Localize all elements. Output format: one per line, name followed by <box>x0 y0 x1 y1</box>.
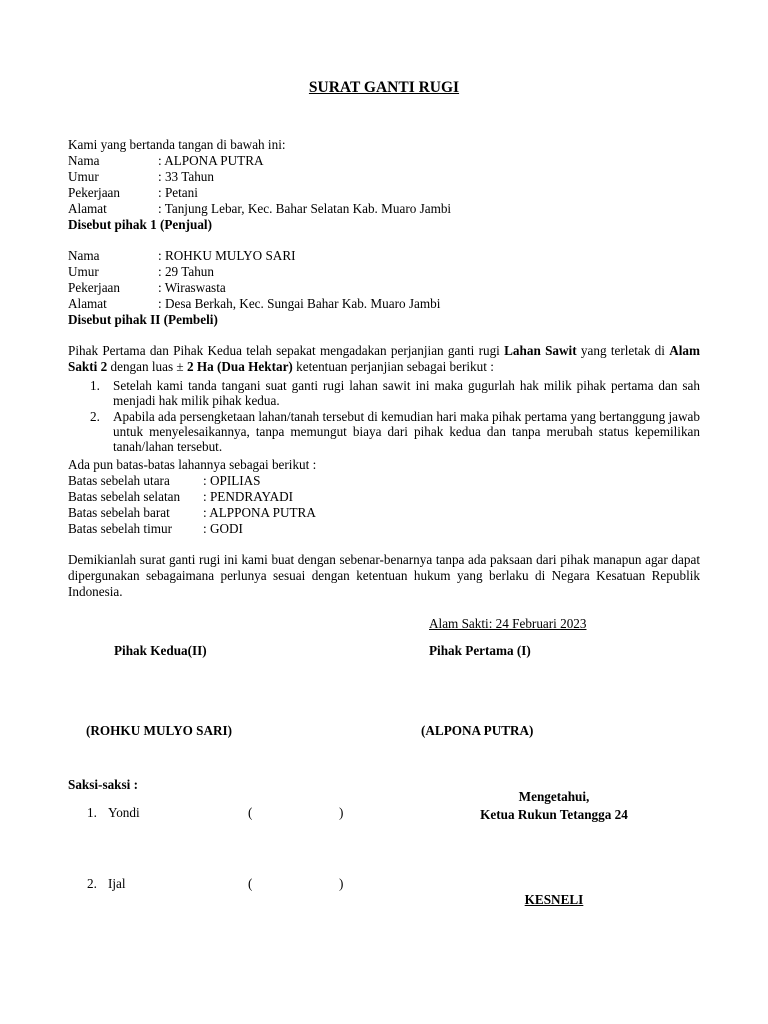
list-item <box>68 409 700 454</box>
document-title: SURAT GANTI RUGI <box>308 79 460 96</box>
list-number: 1. <box>90 378 100 393</box>
terms-list <box>68 378 700 455</box>
field-value: : 33 Tahun <box>158 169 214 184</box>
field-value: : Petani <box>158 185 198 200</box>
border-value: : PENDRAYADI <box>203 489 294 504</box>
border-label: Batas sebelah timur <box>68 521 173 536</box>
field-label: Nama <box>68 248 100 263</box>
party1-address-row <box>68 201 451 217</box>
agreement-text: Pihak Pertama dan Pihak Kedua telah sepakat mengadakan perjanjian ganti rugi <box>68 343 505 358</box>
agreement-object: Lahan Sawit <box>504 343 577 358</box>
witness-2-open-paren: ( <box>248 876 253 891</box>
agreement-paragraph <box>68 343 700 375</box>
intro-text: Kami yang bertanda tangan di bawah ini: <box>68 137 286 152</box>
witness-1-open-paren: ( <box>248 805 253 820</box>
acknowledge-name: KESNELI <box>524 892 584 907</box>
party2-name-row <box>68 248 296 264</box>
witness-2-name: Ijal <box>108 876 126 891</box>
field-label: Umur <box>68 169 99 184</box>
border-label: Batas sebelah barat <box>68 505 170 520</box>
witness-2-close-paren: ) <box>339 876 344 891</box>
party1-job-row <box>68 185 198 201</box>
agreement-text: ketentuan perjanjian sebagai berikut : <box>292 359 494 374</box>
party2-job-row <box>68 280 226 296</box>
agreement-text: yang terletak di <box>576 343 670 358</box>
second-party-label: Pihak Kedua(II) <box>114 643 207 658</box>
field-value: : ALPONA PUTRA <box>158 153 264 168</box>
second-party-name: (ROHKU MULYO SARI) <box>86 723 233 738</box>
field-value: : Desa Berkah, Kec. Sungai Bahar Kab. Muaro Jambi <box>158 296 441 311</box>
border-south-row <box>68 489 293 505</box>
field-label: Pekerjaan <box>68 280 120 295</box>
list-number: 2. <box>90 409 100 424</box>
border-east-row <box>68 521 243 537</box>
border-value: : OPILIAS <box>203 473 261 488</box>
field-label: Alamat <box>68 201 107 216</box>
witness-1-name: Yondi <box>108 805 140 820</box>
witness-1-number: 1. <box>87 805 97 820</box>
borders-intro: Ada pun batas-batas lahannya sebagai berikut : <box>68 457 317 472</box>
field-label: Pekerjaan <box>68 185 120 200</box>
closing-paragraph: Demikianlah surat ganti rugi ini kami buat dengan sebenar-benarnya tanpa ada paksaan dari pihak manapun agar dapat dipergunakan sebagaimana perlunya sesuai dengan ketentuan hukum yang berlaku di Negara Kesatuan Republik Indonesia. <box>68 552 700 599</box>
agreement-area: 2 Ha (Dua Hektar) <box>186 359 293 374</box>
border-north-row <box>68 473 261 489</box>
acknowledge-line2: Ketua Rukun Tetangga 24 <box>480 807 628 822</box>
border-value: : ALPPONA PUTRA <box>203 505 316 520</box>
list-text: Apabila ada persengketaan lahan/tanah tersebut di kemudian hari maka pihak pertama yang bertanggung jawab untuk menyelesaikannya, tanpa memungut biaya dari pihak kedua dan tanpa merubah status kepemilikan tanah/lahan tersebut. <box>113 409 700 454</box>
party2-age-row <box>68 264 214 280</box>
field-value: : Wiraswasta <box>158 280 226 295</box>
field-label: Umur <box>68 264 99 279</box>
field-label: Alamat <box>68 296 107 311</box>
witness-2-number: 2. <box>87 876 97 891</box>
acknowledge-line1: Mengetahui, <box>518 789 590 804</box>
field-value: : Tanjung Lebar, Kec. Bahar Selatan Kab. Muaro Jambi <box>158 201 452 216</box>
agreement-text: dengan luas ± <box>107 359 187 374</box>
border-label: Batas sebelah utara <box>68 473 170 488</box>
border-value: : GODI <box>203 521 243 536</box>
first-party-name: (ALPONA PUTRA) <box>421 723 534 738</box>
place-date: Alam Sakti: 24 Februari 2023 <box>429 616 587 631</box>
list-item <box>68 378 700 408</box>
party1-designation: Disebut pihak 1 (Penjual) <box>68 217 212 232</box>
party2-designation: Disebut pihak II (Pembeli) <box>68 312 218 327</box>
agreement-location: Alam Sakti 2 <box>68 343 700 374</box>
witnesses-heading: Saksi-saksi : <box>68 777 138 792</box>
party1-age-row <box>68 169 214 185</box>
field-value: : ROHKU MULYO SARI <box>158 248 296 263</box>
border-label: Batas sebelah selatan <box>68 489 181 504</box>
field-label: Nama <box>68 153 100 168</box>
witness-1-close-paren: ) <box>339 805 344 820</box>
field-value: : 29 Tahun <box>158 264 214 279</box>
first-party-label: Pihak Pertama (I) <box>429 643 531 658</box>
border-west-row <box>68 505 316 521</box>
list-text: Setelah kami tanda tangani suat ganti rugi lahan sawit ini maka gugurlah hak milik pihak pertama dan sah menjadi hak milik pihak kedua. <box>113 378 700 408</box>
party1-name-row <box>68 153 264 169</box>
party2-address-row <box>68 296 440 312</box>
